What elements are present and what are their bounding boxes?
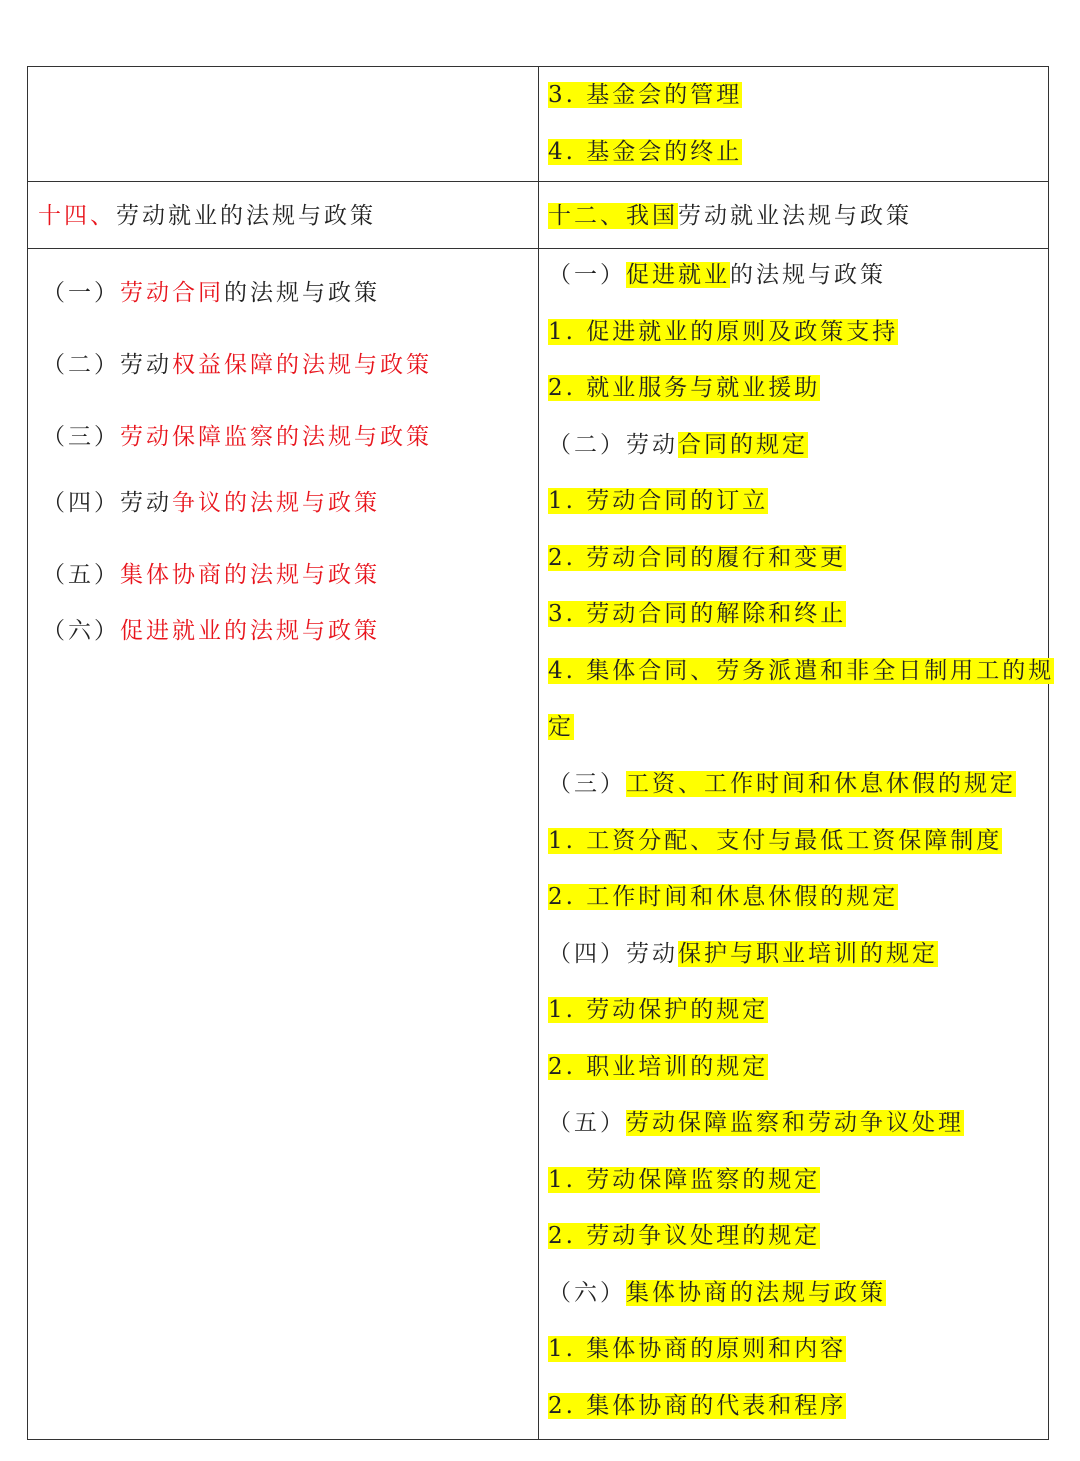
table-row-continuation [28, 67, 1049, 182]
list-item: （六）集体协商的法规与政策 [548, 1280, 886, 1306]
table-row-heading [28, 182, 1049, 249]
section-heading: 十二、我国劳动就业法规与政策 [548, 203, 912, 229]
cell-body-right [539, 249, 1055, 1440]
cell-head-right [539, 182, 1049, 249]
list-item: （三）劳动保障监察的法规与政策 [42, 424, 432, 450]
list-item: 1. 劳动合同的订立 [548, 488, 769, 514]
list-item: （六）促进就业的法规与政策 [42, 618, 380, 644]
list-item: （五）劳动保障监察和劳动争议处理 [548, 1110, 964, 1136]
list-item: 2. 劳动合同的履行和变更 [548, 545, 847, 571]
list-item: 1. 工资分配、支付与最低工资保障制度 [548, 828, 1003, 854]
table-row-body [28, 249, 1049, 1440]
list-item: （二）劳动合同的规定 [548, 432, 808, 458]
list-item: 1. 促进就业的原则及政策支持 [548, 319, 899, 345]
list-item: 2. 就业服务与就业援助 [548, 375, 821, 401]
list-item: （四）劳动争议的法规与政策 [42, 490, 380, 516]
cell-top-left [28, 67, 539, 182]
list-item: 1. 劳动保护的规定 [548, 997, 769, 1023]
cell-top-right [539, 67, 1049, 182]
list-item: 4. 集体合同、劳务派遣和非全日制用工的规 [548, 658, 1055, 684]
list-item: （一）促进就业的法规与政策 [548, 262, 886, 288]
cell-body-left [28, 249, 539, 1440]
list-item: （五）集体协商的法规与政策 [42, 562, 380, 588]
list-item: 1. 劳动保障监察的规定 [548, 1167, 821, 1193]
cell-head-left [28, 182, 539, 249]
list-item: 2. 集体协商的代表和程序 [548, 1393, 847, 1419]
section-heading: 十四、劳动就业的法规与政策 [38, 203, 376, 229]
list-item: （一）劳动合同的法规与政策 [42, 280, 380, 306]
list-item: 3. 基金会的管理 [548, 82, 743, 108]
list-item: 定 [548, 714, 574, 740]
comparison-table [27, 66, 1055, 1440]
list-item: 2. 工作时间和休息休假的规定 [548, 884, 899, 910]
list-item: （三）工资、工作时间和休息休假的规定 [548, 771, 1016, 797]
list-item: 1. 集体协商的原则和内容 [548, 1336, 847, 1362]
list-item: 2. 劳动争议处理的规定 [548, 1223, 821, 1249]
list-item: 3. 劳动合同的解除和终止 [548, 601, 847, 627]
list-item: （二）劳动权益保障的法规与政策 [42, 352, 432, 378]
list-item: 4. 基金会的终止 [548, 139, 743, 165]
list-item: 2. 职业培训的规定 [548, 1054, 769, 1080]
list-item: （四）劳动保护与职业培训的规定 [548, 941, 938, 967]
